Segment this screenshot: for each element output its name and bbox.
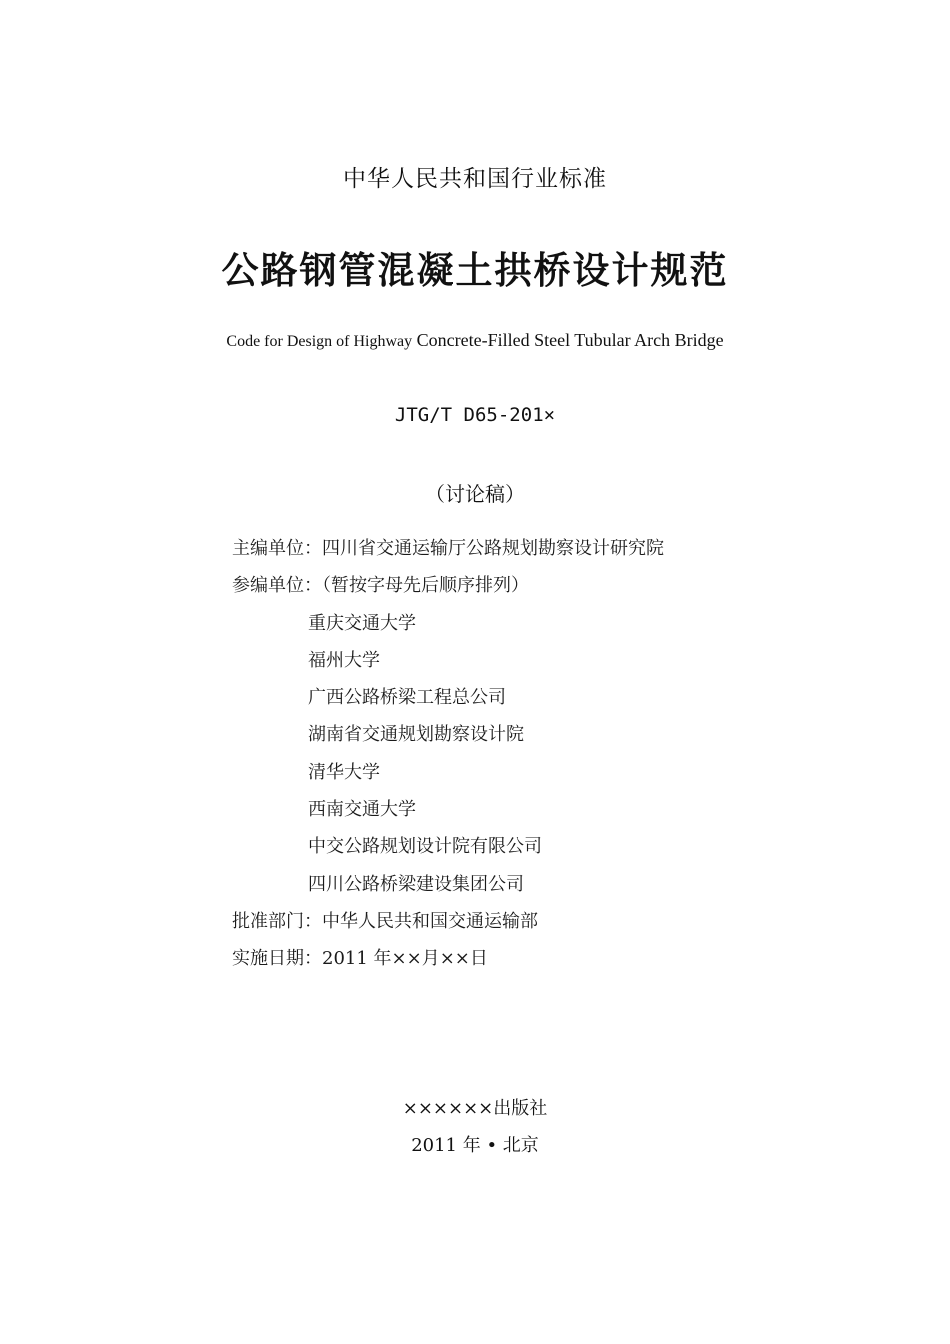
participant-item: 重庆交通大学 <box>308 612 416 634</box>
participant-item: 清华大学 <box>308 761 380 783</box>
participant-item: 湖南省交通规划勘察设计院 <box>308 724 524 746</box>
participant-item: 西南交通大学 <box>308 799 416 821</box>
effective-date: 实施日期：2011 年××月××日 <box>232 948 488 970</box>
approval-department: 批准部门：中华人民共和国交通运输部 <box>232 910 538 932</box>
editorial-info <box>232 530 664 978</box>
participant-item: 四川公路桥梁建设集团公司 <box>308 873 524 895</box>
english-title <box>0 330 950 351</box>
participants-label: 参编单位：（暂按字母先后顺序排列） <box>232 575 529 597</box>
participant-item: 中交公路规划设计院有限公司 <box>308 836 542 858</box>
draft-status-label: （讨论稿） <box>425 482 525 506</box>
publication-date-place: 2011 年 • 北京 <box>411 1135 539 1156</box>
english-title-part2: Concrete-Filled Steel Tubular Arch Bridge <box>412 330 724 350</box>
document-title: 公路钢管混凝土拱桥设计规范 <box>221 249 729 292</box>
english-title-part1: Code for Design of Highway <box>226 333 413 350</box>
standard-code-number: JTG/T D65-201× <box>394 404 556 426</box>
participant-item: 广西公路桥梁工程总公司 <box>308 687 506 709</box>
participant-item: 福州大学 <box>308 649 380 671</box>
chief-editor-unit: 主编单位：四川省交通运输厅公路规划勘察设计研究院 <box>232 538 664 559</box>
publisher-name: ××××××出版社 <box>402 1098 548 1119</box>
industry-standard-label: 中华人民共和国行业标准 <box>343 166 607 192</box>
